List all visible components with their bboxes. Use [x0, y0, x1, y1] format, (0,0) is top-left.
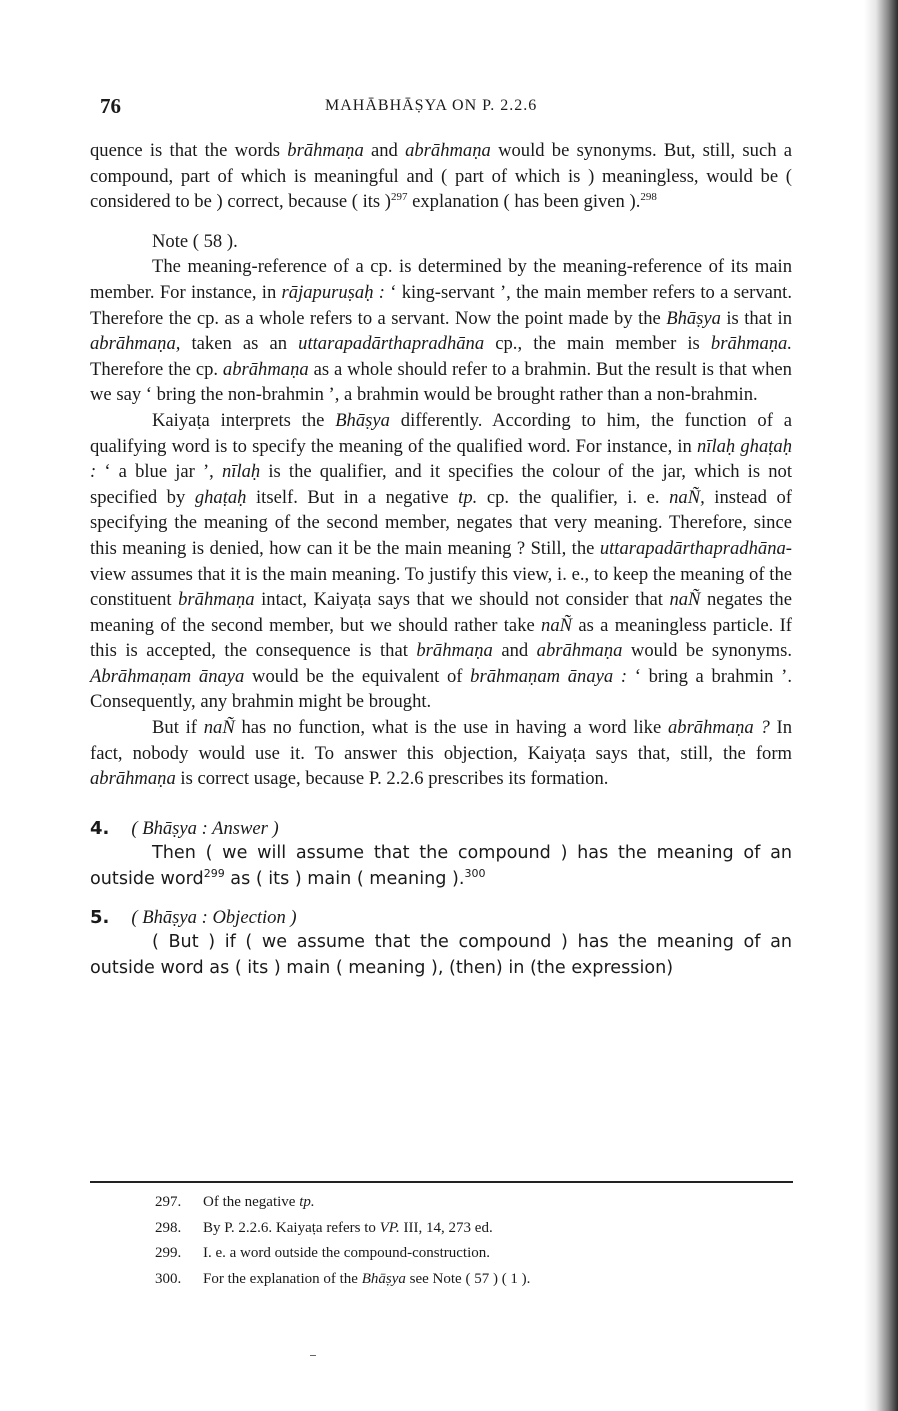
footnote-ref[interactable]: 299	[203, 867, 225, 881]
footnote-rule	[90, 1181, 793, 1183]
footnotes	[155, 1190, 755, 1292]
footnote: 300. For the explanation of the Bhāṣya see Note ( 57 ) ( 1 ).	[155, 1270, 531, 1287]
page-binding-shadow	[864, 0, 898, 1411]
section-5-text: ( But ) if ( we assume that the compound ) has the meaning of an outside word as ( its ) main ( meaning ), (then) in (the expression)	[90, 932, 792, 978]
page-body	[90, 138, 792, 981]
scan-mark	[310, 1355, 316, 1356]
footnote: 298. By P. 2.2.6. Kaiyaṭa refers to VP. III, 14, 273 ed.	[155, 1219, 493, 1236]
section-label: ( Bhāṣya : Objection )	[131, 906, 297, 928]
page-number: 76	[100, 94, 121, 118]
section-4-heading	[90, 816, 792, 842]
section-label: ( Bhāṣya : Answer )	[131, 817, 279, 839]
note-heading: Note ( 58 ).	[152, 230, 238, 252]
section-number: 5.	[90, 906, 110, 928]
section-5-heading	[90, 905, 792, 931]
kaiyata-paragraph: Kaiyaṭa interprets the Bhāṣya differently. According to him, the function of a qualifying word is to specify the meaning of the qualified word. For instance, in nīlaḥ ghaṭaḥ : ‘ a blue jar ’, nīlaḥ is the qualifier, and it specifies the colour of the jar, which is not specified by ghaṭaḥ itself. But in a negative tp. cp. the qualifier, i. e. naÑ, instead of specifying the meaning of the second member, negates that very meaning. Therefore, since this meaning is denied, how can it be the main meaning ? Still, the uttarapadārthapradhāna-view assumes that it is the main meaning. To justify this view, i. e., to keep the meaning of the constituent brāhmaṇa intact, Kaiyaṭa says that we should not consider that naÑ negates the meaning of the second member, but we should rather take naÑ as a meaningless particle. If this is accepted, the consequence is that brāhmaṇa and abrāhmaṇa would be synonyms. Abrāhmaṇam ānaya would be the equivalent of brāhmaṇam ānaya : ‘ bring a brahmin ’. Consequently, any brahmin might be brought.	[90, 409, 793, 713]
paragraph-continuation: quence is that the words brāhmaṇa and abrāhmaṇa would be synonyms. But, still, such a compound, part of which is meaningful and ( part of which is ) meaningless, would be ( considered to be ) correct, because ( its )$^{297}$ explanation ( has been given ).$^{298}$	[90, 140, 792, 213]
running-head: MAHĀBHĀṢYA ON P. 2.2.6	[325, 97, 538, 114]
section-number: 4.	[90, 817, 110, 839]
footnote-ref[interactable]: 297	[390, 191, 408, 204]
footnote: 297. Of the negative tp.	[155, 1194, 315, 1210]
page-header	[100, 94, 790, 120]
objection-paragraph: But if naÑ has no function, what is the use in having a word like abrāhmaṇa ? In fact, nobody would use it. To answer this objection, Kaiyaṭa says that, still, the form abrāhmaṇa is correct usage, because P. 2.2.6 prescribes its formation.	[90, 717, 793, 790]
footnote-ref[interactable]: 300	[464, 867, 486, 881]
footnote: 299. I. e. a word outside the compound-construction.	[155, 1245, 491, 1261]
section-4-text: Then ( we will assume that the compound ) has the meaning of an outside word$^{299}$ as ( its ) main ( meaning ).$^{300}$	[90, 843, 792, 890]
note-paragraph: The meaning-reference of a cp. is determined by the meaning-reference of its main member. For instance, in rājapuruṣaḥ : ‘ king-servant ’, the main member refers to a servant. Therefore the cp. as a whole refers to a servant. Now the point made by the Bhāṣya is that in abrāhmaṇa, taken as an uttarapadārthapradhāna cp., the main member is brāhmaṇa. Therefore the cp. abrāhmaṇa as a whole should refer to a brahmin. But the result is that when we say ‘ bring the non-brahmin ’, a brahmin would be brought rather than a non-brahmin.	[90, 256, 792, 406]
footnote-ref[interactable]: 298	[640, 191, 657, 204]
